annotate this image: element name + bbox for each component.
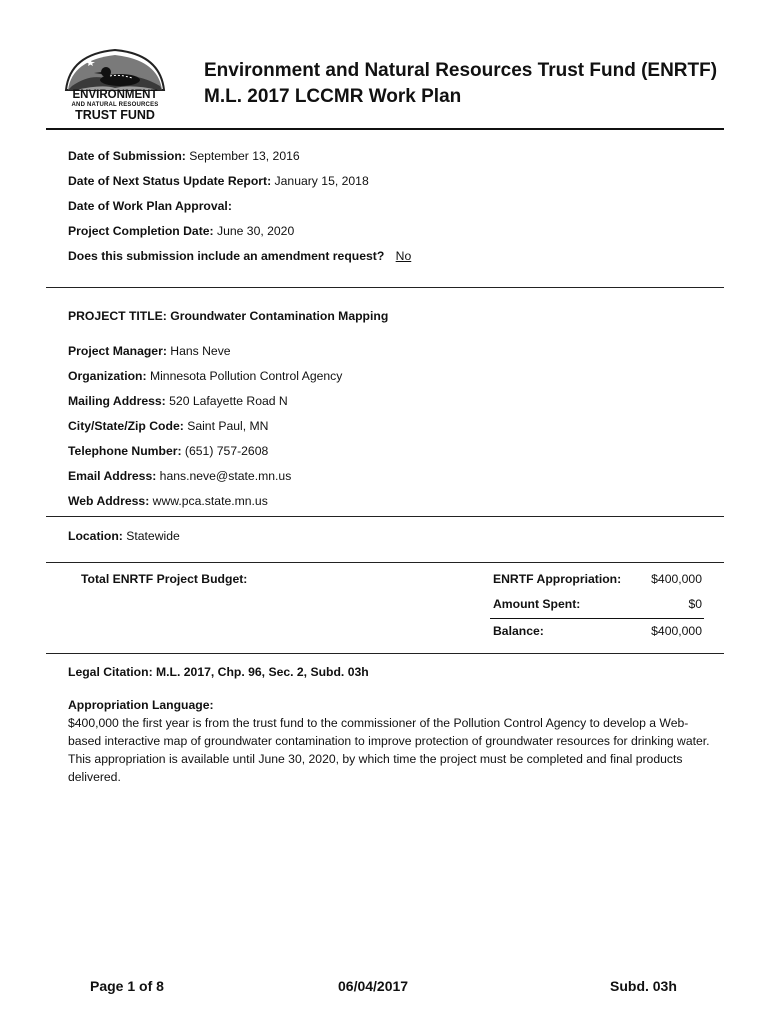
telephone-value: (651) 757-2608: [184, 444, 269, 458]
submission-date-label: Date of Submission:: [68, 149, 186, 163]
organization-label: Organization:: [68, 369, 147, 383]
completion-date-value: June 30, 2020: [216, 224, 295, 238]
section-divider: [46, 653, 724, 654]
city-state-zip-row: [68, 419, 268, 433]
balance-rule: [490, 618, 704, 619]
page-number: Page 1 of 8: [90, 978, 164, 994]
project-title-value: Groundwater Contamination Mapping: [170, 309, 389, 323]
document-title: Environment and Natural Resources Trust Fund (ENRTF): [204, 60, 718, 81]
city-state-zip-value: Saint Paul, MN: [187, 419, 269, 433]
appropriation-language-heading: Appropriation Language:: [68, 698, 214, 712]
amount-spent-label: Amount Spent:: [493, 597, 581, 611]
appropriation-value: $400,000: [651, 572, 702, 586]
amount-spent-value: $0: [688, 597, 702, 611]
logo-line-trust-fund: TRUST FUND: [75, 108, 155, 122]
project-manager-value: Hans Neve: [170, 344, 231, 358]
approval-date-row: [68, 199, 232, 213]
approval-date-label: Date of Work Plan Approval:: [68, 199, 232, 213]
section-divider: [46, 516, 724, 517]
organization-row: [68, 369, 342, 383]
footer-subdivision: Subd. 03h: [610, 978, 677, 994]
email-value: hans.neve@state.mn.us: [159, 469, 292, 483]
city-state-zip-label: City/State/Zip Code:: [68, 419, 184, 433]
mailing-address-value: 520 Lafayette Road N: [169, 394, 288, 408]
mailing-address-label: Mailing Address:: [68, 394, 166, 408]
location-value: Statewide: [126, 529, 180, 543]
organization-value: Minnesota Pollution Control Agency: [149, 369, 343, 383]
telephone-label: Telephone Number:: [68, 444, 182, 458]
appropriation-language-text: $400,000 the first year is from the trust fund to the commissioner of the Pollution Control Agency to develop a Web-based interactive map of groundwater contamination to improve protection of groundwater resources for drinking water. This appropriation is available until June 30, 2020, by which time the project must be completed and final products delivered.: [68, 716, 710, 784]
amendment-row: [68, 249, 413, 263]
section-divider: [46, 287, 724, 288]
completion-date-row: [68, 224, 294, 238]
email-label: Email Address:: [68, 469, 157, 483]
balance-label: Balance:: [493, 624, 544, 638]
completion-date-label: Project Completion Date:: [68, 224, 214, 238]
legal-citation: Legal Citation: M.L. 2017, Chp. 96, Sec. 2, Subd. 03h: [68, 665, 369, 679]
balance-value: $400,000: [651, 624, 702, 638]
email-row: [68, 469, 291, 483]
web-address-row: [68, 494, 268, 508]
amendment-label: Does this submission include an amendment request?: [68, 249, 385, 263]
enrtf-logo: [62, 46, 168, 120]
loon-icon: [62, 46, 168, 92]
amendment-value: No: [395, 249, 412, 263]
appropriation-label: ENRTF Appropriation:: [493, 572, 622, 586]
next-status-value: January 15, 2018: [274, 174, 369, 188]
project-manager-label: Project Manager:: [68, 344, 167, 358]
header-divider: [46, 128, 724, 130]
project-title-row: [68, 309, 388, 323]
web-address-label: Web Address:: [68, 494, 150, 508]
next-status-row: [68, 174, 369, 188]
logo-line-natural-resources: AND NATURAL RESOURCES: [71, 102, 159, 108]
project-title-label: PROJECT TITLE:: [68, 309, 167, 323]
location-row: [68, 529, 180, 543]
footer-date: 06/04/2017: [338, 978, 409, 994]
mailing-address-row: [68, 394, 288, 408]
telephone-row: [68, 444, 268, 458]
next-status-label: Date of Next Status Update Report:: [68, 174, 272, 188]
logo-line-environment: ENVIRONMENT: [72, 89, 158, 101]
project-manager-row: [68, 344, 231, 358]
section-divider: [46, 562, 724, 563]
submission-date-value: September 13, 2016: [189, 149, 300, 163]
submission-date-row: [68, 149, 300, 163]
document-subtitle: M.L. 2017 LCCMR Work Plan: [204, 86, 462, 107]
total-budget-label: Total ENRTF Project Budget:: [81, 572, 248, 586]
web-address-value: www.pca.state.mn.us: [152, 494, 268, 508]
location-label: Location:: [68, 529, 123, 543]
